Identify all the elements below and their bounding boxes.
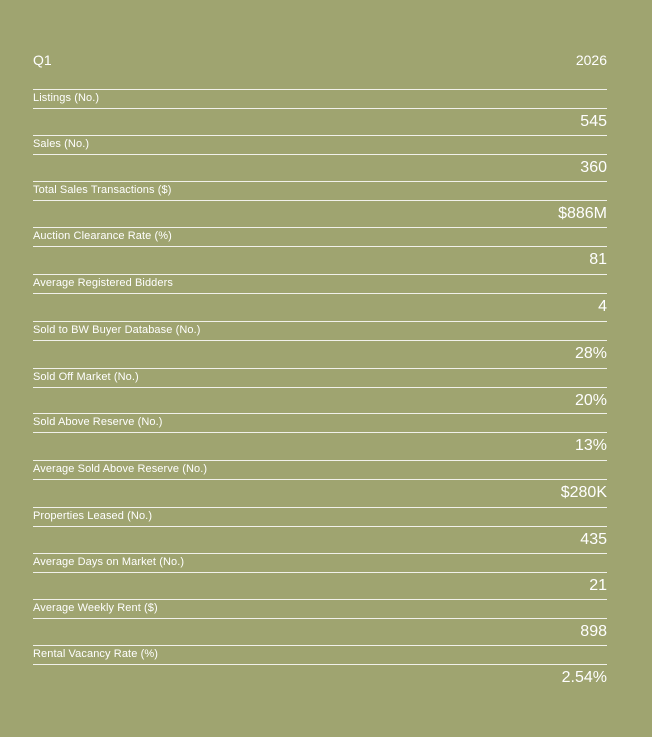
row-divider <box>33 108 607 109</box>
metric-value: 81 <box>589 251 607 268</box>
metric-label: Rental Vacancy Rate (%) <box>33 648 158 660</box>
row-divider <box>33 413 607 414</box>
row-divider <box>33 645 607 646</box>
row-divider <box>33 246 607 247</box>
row-divider <box>33 200 607 201</box>
metric-value: $280K <box>560 484 607 501</box>
metric-label: Sold Above Reserve (No.) <box>33 416 163 428</box>
metric-row-properties-leased <box>33 507 607 553</box>
metric-value: $886M <box>558 205 607 222</box>
metric-row-average-weekly-rent <box>33 599 607 645</box>
metric-value: 13% <box>574 437 607 454</box>
row-divider <box>33 618 607 619</box>
row-divider <box>33 526 607 527</box>
metric-label: Total Sales Transactions ($) <box>33 184 172 196</box>
metric-row-average-sold-above-reserve <box>33 460 607 506</box>
row-divider <box>33 181 607 182</box>
row-divider <box>33 507 607 508</box>
row-divider <box>33 340 607 341</box>
metric-row-sold-off-market <box>33 368 607 414</box>
row-divider <box>33 89 607 90</box>
metric-label: Average Sold Above Reserve (No.) <box>33 463 208 475</box>
metric-value: 28% <box>574 345 607 362</box>
metric-row-average-days-on-market <box>33 553 607 599</box>
metric-row-rental-vacancy-rate <box>33 645 607 691</box>
metric-row-total-sales-transactions <box>33 181 607 227</box>
metric-value: 898 <box>580 623 607 640</box>
row-divider <box>33 293 607 294</box>
metric-label: Sold Off Market (No.) <box>33 371 139 383</box>
table-header <box>33 52 607 70</box>
metric-row-listings <box>33 89 607 135</box>
metric-row-sold-to-buyer-database <box>33 321 607 367</box>
row-divider <box>33 154 607 155</box>
metric-value: 2.54% <box>561 669 607 686</box>
row-divider <box>33 460 607 461</box>
period-label: Q1 <box>33 52 52 68</box>
year-label: 2026 <box>575 52 607 68</box>
metric-label: Average Registered Bidders <box>33 277 173 289</box>
row-divider <box>33 553 607 554</box>
metric-value: 545 <box>580 113 607 130</box>
row-divider <box>33 321 607 322</box>
metric-value: 4 <box>598 298 607 315</box>
row-divider <box>33 227 607 228</box>
metric-label: Listings (No.) <box>33 92 100 104</box>
row-divider <box>33 135 607 136</box>
metric-value: 21 <box>589 577 607 594</box>
metric-label: Average Days on Market (No.) <box>33 556 185 568</box>
metric-row-sales <box>33 135 607 181</box>
row-divider <box>33 432 607 433</box>
metric-value: 20% <box>574 392 607 409</box>
row-divider <box>33 664 607 665</box>
row-divider <box>33 479 607 480</box>
metric-value: 360 <box>580 159 607 176</box>
metric-label: Sold to BW Buyer Database (No.) <box>33 324 201 336</box>
row-divider <box>33 387 607 388</box>
metric-row-auction-clearance-rate <box>33 227 607 273</box>
metric-label: Auction Clearance Rate (%) <box>33 230 172 242</box>
metric-label: Properties Leased (No.) <box>33 510 153 522</box>
metric-label: Average Weekly Rent ($) <box>33 602 158 614</box>
metric-label: Sales (No.) <box>33 138 90 150</box>
metric-row-average-registered-bidders <box>33 274 607 320</box>
row-divider <box>33 274 607 275</box>
row-divider <box>33 368 607 369</box>
metric-value: 435 <box>580 531 607 548</box>
row-divider <box>33 572 607 573</box>
metric-row-sold-above-reserve <box>33 413 607 459</box>
row-divider <box>33 599 607 600</box>
